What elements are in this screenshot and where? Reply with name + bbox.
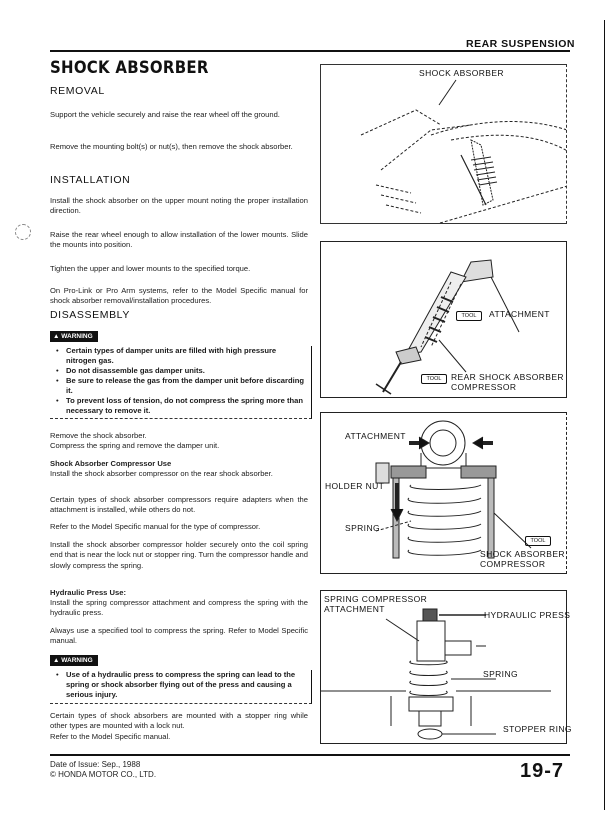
label-shock-absorber-2: SHOCK ABSORBER [480,549,565,559]
shock-location-illustration [321,65,566,223]
installation-para-2: Raise the rear wheel enough to allow installation of the lower mounts. Slide the mounts into position. [50,230,308,250]
warning-label-2: WARNING [61,657,93,664]
label-compressor: COMPRESSOR [451,382,517,392]
warning-item: • To prevent loss of tension, do not compress the spring more than necessary to remove it. [50,396,308,416]
compressor-para-3: Refer to the Model Specific manual for the type of compressor. [50,522,261,531]
label-rear-shock-absorber: REAR SHOCK ABSORBER [451,372,564,382]
press-para-2: Always use a specified tool to compress the spring. Refer to Model Specific manual. [50,626,308,646]
header-rule [50,50,570,52]
warning-label: WARNING [61,333,93,340]
disassembly-step-1: Remove the shock absorber. [50,431,147,440]
installation-heading: INSTALLATION [50,174,131,186]
label-stopper-ring: STOPPER RING [503,724,572,734]
warning-badge-2: ▲ WARNING [50,655,98,666]
label-shock-absorber: SHOCK ABSORBER [419,68,504,78]
page-title: SHOCK ABSORBER [50,58,209,78]
label-hydraulic-press: HYDRAULIC PRESS [484,610,571,620]
figure-rear-shock-compressor [320,241,567,398]
warning-list [50,346,308,416]
warning-list-2 [50,670,308,700]
label-attachment: ATTACHMENT [489,309,550,319]
label-holder-nut: HOLDER NUT [325,481,385,491]
press-after-2: Refer to the Model Specific manual. [50,732,171,741]
disassembly-heading: DISASSEMBLY [50,309,130,321]
label-spring-2: SPRING [483,669,518,679]
figure-shock-absorber-location [320,64,567,224]
figure-hydraulic-press [320,590,572,744]
compressor-para-1: Install the shock absorber compressor on the rear shock absorber. [50,469,273,478]
warning-item: • Do not disassemble gas damper units. [50,366,308,376]
removal-para-2: Remove the mounting bolt(s) or nut(s), then remove the shock absorber. [50,142,293,151]
tool-tag-compressor-2: TOOL [525,536,551,546]
installation-para-4: On Pro-Link or Pro Arm systems, refer to the Model Specific manual for shock absorber removal/installation procedures. [50,286,308,306]
compressor-use-heading: Shock Absorber Compressor Use [50,459,172,468]
label-spring-compressor: SPRING COMPRESSOR [324,594,428,604]
section-header: REAR SUSPENSION [466,38,576,50]
warning-badge: ▲ WARNING [50,331,98,342]
figure-compressor-section [320,412,567,574]
page-number: 19-7 [519,760,564,782]
label-spring: SPRING [345,523,380,533]
warning-item: • Use of a hydraulic press to compress the spring can lead to the spring or shock absorber flying out of the press and causing a serious injury. [50,670,308,700]
disassembly-step-2: Compress the spring and remove the damper unit. [50,441,220,450]
installation-para-1: Install the shock absorber on the upper mount noting the proper installation direction. [50,196,308,216]
press-use-heading: Hydraulic Press Use: [50,588,126,597]
label-compressor-2: COMPRESSOR [480,559,546,569]
tool-tag-attachment: TOOL [456,311,482,321]
compressor-para-2: Certain types of shock absorber compressors require adapters when the attachment is installed, while others do not. [50,495,308,515]
warning-item: • Be sure to release the gas from the damper unit before discarding it. [50,376,308,396]
installation-para-3: Tighten the upper and lower mounts to the specified torque. [50,264,251,273]
compressor-para-4: Install the shock absorber compressor holder securely onto the coil spring end that is near the lock nut or stopper ring. Turn the compressor handle and slowly compress the spring. [50,540,308,570]
removal-para-1: Support the vehicle securely and raise the rear wheel off the ground. [50,110,280,119]
press-para-1: Install the spring compressor attachment and compress the spring with the hydraulic press. [50,598,308,618]
label-attachment-3: ATTACHMENT [324,604,385,614]
binder-hole-mark [15,224,31,240]
copyright: © HONDA MOTOR CO., LTD. [50,770,157,779]
tool-tag-compressor: TOOL [421,374,447,384]
warning-box [50,346,312,419]
removal-heading: REMOVAL [50,85,105,97]
issue-date: Date of Issue: Sep., 1988 [50,760,141,769]
footer-rule [50,754,570,756]
page-edge-line [604,20,605,810]
warning-item: • Certain types of damper units are filled with high pressure nitrogen gas. [50,346,308,366]
label-attachment-2: ATTACHMENT [345,431,406,441]
press-after-1: Certain types of shock absorbers are mounted with a stopper ring while other types are mounted with a lock nut. [50,711,308,731]
warning-box-2 [50,670,312,704]
